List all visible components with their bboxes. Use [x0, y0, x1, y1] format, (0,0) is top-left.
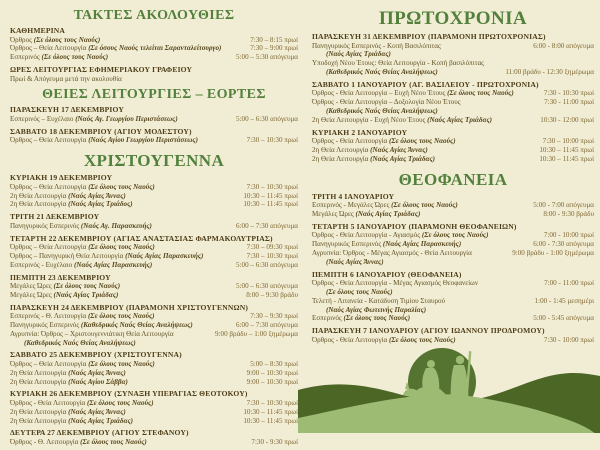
day-block	[10, 303, 298, 348]
service-row	[312, 201, 594, 210]
church-name: (Ναός Αγίας Άννας)	[68, 407, 126, 416]
service-label: 2η Θεία Λειτουργία	[312, 145, 371, 154]
service-time: 7:30 – 10:30 πρωί	[246, 182, 298, 191]
service-label: Πανηγυρικός Εσπερινός	[312, 240, 383, 249]
service-label: Εσπερινός - Θ. Λειτουργία	[10, 312, 88, 321]
service-text	[10, 369, 126, 378]
service-time: 9:00 – 10:30 πρωί	[246, 377, 298, 386]
service-time: 7:30 – 9:00 πρωί	[250, 44, 298, 53]
service-label: Όρθρος – Θεία Λειτουργία	[10, 243, 89, 252]
church-name: (Σε όλους τους Ναούς)	[447, 89, 514, 98]
service-time: 1:00 - 1:45 μεσημέρι	[534, 296, 594, 305]
service-row	[312, 288, 594, 297]
service-row	[10, 339, 298, 348]
service-row	[10, 53, 298, 62]
service-label: Όρθρος – Θεία Λειτουργία	[10, 182, 89, 191]
service-text	[312, 288, 393, 297]
day-header: ΠΕΜΠΤΗ 23 ΔΕΚΕΜΒΡΙΟΥ	[10, 272, 111, 282]
day-block	[312, 222, 594, 267]
service-label: 2η Θεία Λειτουργία - Ευχή Νέου Έτους	[312, 115, 428, 124]
church-name: (Σε όσους Ναούς τελείται Σαρανταλείτουργο)	[88, 44, 222, 53]
service-row	[10, 330, 298, 339]
service-text	[312, 249, 472, 258]
service-text	[312, 50, 391, 59]
church-name: (Ναός Αγίας Άννας)	[370, 145, 428, 154]
service-text	[312, 59, 484, 68]
left-column	[10, 4, 298, 450]
service-label: Όρθρος – Θεία Λειτουργία	[10, 136, 89, 145]
church-name: (Σε όλους τους Ναούς)	[391, 201, 458, 210]
service-label: Εσπερινός - Ευχέλαιο	[10, 260, 74, 269]
service-row	[10, 36, 298, 45]
service-time: 5:00 - 7:00 απόγευμα	[533, 201, 594, 210]
service-time: 7:30 - 11:00 πρωί	[544, 98, 594, 107]
service-text	[312, 258, 384, 267]
day-header: ΣΑΒΒΑΤΟ 18 ΔΕΚΕΜΒΡΙΟΥ (ΑΓΙΟΥ ΜΟΔΕΣΤΟΥ)	[10, 126, 192, 136]
service-time: 10:30 – 11:45 πρωί	[539, 154, 594, 163]
day-header: ΠΕΜΠΤΗ 6 ΙΑΝΟΥΑΡΙΟΥ (ΘΕΟΦΑΝΕΙΑ)	[312, 269, 462, 279]
service-time: 8:00 – 9:30 βράδυ	[246, 290, 298, 299]
service-text	[312, 231, 488, 240]
service-time: 7:30 – 10:00 πρωί	[542, 137, 594, 146]
service-row	[10, 282, 298, 291]
church-name: (Ναός Αγίας Άννας)	[326, 257, 384, 266]
service-row	[312, 155, 594, 164]
service-text	[312, 297, 445, 306]
service-label: Εσπερινός	[312, 314, 344, 323]
service-row	[10, 192, 298, 201]
section-title: ΠΡΩΤΟΧΡΟΝΙΑ	[378, 8, 528, 29]
church-name: (Ναός Αγίας Τριάδας)	[355, 209, 421, 218]
service-time: 10:30 – 11:45 πρωί	[243, 191, 298, 200]
service-row	[312, 89, 594, 98]
service-text	[312, 240, 461, 249]
service-row	[10, 291, 298, 300]
church-name: (Σε όλους τους Ναούς)	[88, 360, 155, 369]
service-label: Όρθρος - Θεία Λειτουργία - Μέγας Αγιασμός Θεοφανείων	[312, 279, 479, 288]
service-text	[10, 339, 136, 348]
day-header: ΚΑΘΗΜΕΡΙΝΑ	[10, 26, 66, 35]
schedule-section	[312, 169, 594, 345]
church-name: (Σε όλους τους Ναούς)	[88, 243, 155, 252]
service-label: Εσπερινός – Ευχέλαιο	[10, 114, 76, 123]
service-text	[10, 222, 152, 231]
service-time: 9:00 βράδυ - 1:00 ξημέρωμα	[512, 248, 594, 257]
service-row	[312, 107, 594, 116]
service-text	[312, 306, 426, 315]
church-name: (Σε όλους τους Ναούς)	[389, 137, 456, 146]
church-name: (Σε όλους τους Ναούς)	[87, 399, 154, 408]
service-row	[312, 231, 594, 240]
service-time: 5:00 – 6:30 απόγευμα	[236, 114, 298, 123]
service-row	[312, 297, 594, 306]
service-time: 5:00 – 6:30 απόγευμα	[236, 260, 298, 269]
service-label: Όρθρος - Θεία Λειτουργία	[312, 335, 389, 344]
service-text	[10, 261, 152, 270]
service-time: 6:00 - 7:30 απόγευμα	[533, 240, 594, 249]
church-name: (Ναός Αγ. Γεωργίου Περιστάσεως)	[75, 114, 178, 123]
service-label: 2η Θεία Λειτουργία	[10, 407, 69, 416]
service-time: 10:30 – 11:45 πρωί	[539, 145, 594, 154]
service-row	[10, 75, 298, 84]
service-text	[10, 252, 203, 261]
day-block	[312, 128, 594, 164]
service-label: Πανηγυρικός Εσπερινός	[10, 221, 81, 230]
service-text	[312, 210, 420, 219]
service-row	[10, 312, 298, 321]
schedule-section	[10, 86, 298, 145]
service-text	[10, 330, 174, 339]
day-block	[10, 212, 298, 230]
service-label: Υποδοχή Νέου Έτους: Θεία Λειτουργία - Κοπή βασιλόπιτας	[312, 59, 484, 68]
church-name: (Σε όλους τους Ναούς)	[343, 314, 411, 323]
church-name: (Σε όλους τους Ναούς)	[389, 335, 456, 344]
service-row	[312, 210, 594, 219]
church-name: (Σε όλους τους Ναούς)	[33, 35, 101, 44]
service-text	[10, 408, 126, 417]
day-block	[312, 270, 594, 324]
church-name: (Σε όλους τους Ναούς)	[53, 282, 121, 291]
service-row	[10, 261, 298, 270]
day-header: ΣΑΒΒΑΤΟ 25 ΔΕΚΕΜΒΡΙΟΥ (ΧΡΙΣΤΟΥΓΕΝΝΑ)	[10, 350, 182, 360]
service-time: 7:30 - 10:00 πρωί	[543, 335, 594, 344]
schedule-section	[312, 7, 594, 164]
service-text	[312, 137, 456, 146]
service-row	[312, 50, 594, 59]
day-block	[10, 127, 298, 145]
service-text	[312, 201, 458, 210]
service-text	[312, 98, 461, 107]
church-name: (Ναός Αγίας Άννας)	[68, 191, 126, 200]
service-row	[10, 44, 298, 53]
service-text	[312, 68, 438, 77]
service-text	[312, 116, 492, 125]
service-row	[10, 378, 298, 387]
service-text	[10, 115, 178, 124]
church-name: (Ναός Αγίας Παρασκευής)	[382, 240, 462, 249]
day-header: ΠΑΡΑΣΚΕΥΗ 31 ΔΕΚΕΜΒΡΙΟΥ (ΠΑΡΑΜΟΝΗ ΠΡΩΤΟΧΡΟΝΙΑΣ)	[312, 32, 546, 41]
day-block	[10, 428, 298, 446]
service-label: Όρθρος – Θεία Λειτουργία	[10, 44, 89, 53]
day-header: ΔΕΥΤΕΡΑ 27 ΔΕΚΕΜΒΡΙΟΥ (ΑΓΙΟΥ ΣΤΕΦΑΝΟΥ)	[10, 428, 189, 438]
church-name: (Ναός Αγίας Τριάδας)	[326, 50, 391, 59]
service-label: Όρθρος – Θεία Λειτουργία	[10, 360, 89, 369]
day-block	[312, 192, 594, 219]
service-label: Τελετή - Λιτανεία - Κατάδυση Τιμίου Σταυρού	[312, 296, 446, 305]
service-row	[10, 200, 298, 209]
church-name: (Σε όλους τους Ναούς)	[326, 287, 393, 296]
service-time: 7:30 – 10:30 πρωί	[246, 399, 298, 408]
service-row	[10, 115, 298, 124]
service-row	[312, 116, 594, 125]
service-time: 7:30 - 10:30 πρωί	[543, 89, 594, 98]
service-time: 5:00 – 5:30 απόγευμα	[236, 53, 298, 62]
day-block	[10, 273, 298, 300]
service-time: 7:30 – 8:15 πρωί	[250, 35, 298, 44]
church-name: (Σε όλους τους Ναούς)	[80, 438, 147, 447]
day-header: ΠΑΡΑΣΚΕΥΗ 17 ΔΕΚΕΜΒΡΙΟΥ	[10, 105, 124, 115]
church-name: (Καθεδρικός Ναός Θείας Αναλήψεως)	[326, 67, 438, 76]
service-time: 11:00 βράδυ - 12:30 ξημέρωμα	[505, 67, 594, 76]
service-row	[10, 399, 298, 408]
service-label: Όρθρος – Πανηγυρική Θεία Λειτουργία	[10, 251, 126, 260]
service-label: Αγρυπνία: Όρθρος – Χριστουγεννιάτικη Θεία Λειτουργία	[10, 329, 174, 338]
service-text	[10, 53, 108, 62]
day-header: ΠΑΡΑΣΚΕΥΗ 7 ΙΑΝΟΥΑΡΙΟΥ (ΑΓΙΟΥ ΙΩΑΝΝΟΥ ΠΡΟΔΡΟΜΟΥ)	[312, 326, 545, 336]
service-text	[10, 200, 133, 209]
service-label: Πρωί & Απόγευμα μετά την ακολουθία	[10, 74, 122, 83]
service-row	[312, 68, 594, 77]
service-label: 2η Θεία Λειτουργία	[10, 377, 69, 386]
service-time: 7:00 - 10:00 πρωί	[543, 231, 594, 240]
church-name: (Ναός Αγίας Τριάδος)	[68, 200, 133, 209]
service-text	[312, 89, 514, 98]
service-time: 9:00 βράδυ – 1:00 ξημέρωμα	[215, 329, 298, 338]
day-block	[312, 80, 594, 125]
day-block	[10, 173, 298, 209]
service-time: 5:00 - 5:45 απόγευμα	[533, 314, 594, 323]
service-text	[10, 378, 128, 387]
day-header: ΚΥΡΙΑΚΗ 19 ΔΕΚΕΜΒΡΙΟΥ	[10, 173, 113, 183]
service-time: 10:30 - 12:00 πρωί	[540, 115, 594, 124]
service-time: 6:00 – 7:30 απόγευμα	[236, 221, 298, 230]
service-time: 10:30 – 11:45 πρωί	[243, 200, 298, 209]
service-row	[312, 146, 594, 155]
service-text	[312, 107, 438, 116]
service-time: 6:00 - 8:00 απόγευμα	[533, 41, 594, 50]
day-header: ΚΥΡΙΑΚΗ 2 ΙΑΝΟΥΑΡΙΟΥ	[312, 127, 408, 137]
day-header: ΩΡΕΣ ΛΕΙΤΟΥΡΓΙΑΣ ΕΦΗΜΕΡΙΑΚΟΥ ΓΡΑΦΕΙΟΥ	[10, 64, 193, 74]
day-block	[10, 389, 298, 425]
service-row	[312, 59, 594, 68]
day-block	[10, 350, 298, 386]
church-name: (Σε όλους τους Ναούς)	[87, 312, 155, 321]
schedule-section	[10, 7, 298, 83]
service-time: 7:30 – 10:30 πρωί	[246, 136, 298, 145]
service-text	[10, 417, 133, 426]
service-row	[10, 438, 298, 447]
church-name: (Σε όλους τους Ναούς)	[41, 53, 109, 62]
service-label: Πανηγυρικός Εσπερινός - Κοπή Βασιλόπιτας	[312, 41, 441, 50]
church-name: (Ναός Αγ. Παρασκευής)	[80, 221, 152, 230]
church-name: (Σε όλους τους Ναούς)	[88, 182, 155, 191]
service-text	[10, 321, 193, 330]
service-label: 2η Θεία Λειτουργία	[312, 154, 371, 163]
service-row	[10, 417, 298, 426]
service-label: Μεγάλες Ώρες	[10, 282, 54, 291]
service-time: 5:00 – 6:30 απόγευμα	[236, 282, 298, 291]
service-label: Όρθρος - Θεία Λειτουργία	[312, 137, 389, 146]
service-text	[312, 146, 428, 155]
service-time: 7:30 – 9:30 πρωί	[250, 312, 298, 321]
service-label: Μεγάλες Ώρες	[10, 290, 54, 299]
service-row	[10, 321, 298, 330]
service-label: 2η Θεία Λειτουργία	[10, 368, 69, 377]
service-label: 2η Θεία Λειτουργία	[10, 191, 69, 200]
day-block	[10, 105, 298, 123]
day-header: ΤΡΙΤΗ 21 ΔΕΚΕΜΒΡΙΟΥ	[10, 212, 100, 222]
section-title: ΤΑΚΤΕΣ ΑΚΟΛΟΥΘΙΕΣ	[73, 8, 235, 23]
service-row	[10, 183, 298, 192]
service-row	[312, 279, 594, 288]
service-text	[10, 399, 154, 408]
service-row	[10, 360, 298, 369]
service-time: 7:00 - 11:00 πρωί	[544, 279, 594, 288]
day-header: ΣΑΒΒΑΤΟ 1 ΙΑΝΟΥΑΡΙΟΥ (ΑΓ. ΒΑΣΙΛΕΙΟΥ - ΠΡΩΤΟΧΡΟΝΙΑ)	[312, 79, 539, 89]
service-time: 7:30 – 09:30 πρωί	[246, 243, 298, 252]
service-row	[10, 408, 298, 417]
service-label: Όρθρος - Θεία Λειτουργία – Δοξολογία Νέου Έτους	[312, 98, 461, 107]
service-text	[10, 360, 155, 369]
service-text	[10, 183, 155, 192]
service-label: Όρθρος - Θεία Λειτουργία – Ευχή Νέου Έτους	[312, 89, 448, 98]
service-row	[312, 98, 594, 107]
service-row	[312, 240, 594, 249]
section-title: ΧΡΙΣΤΟΥΓΕΝΝΑ	[83, 151, 225, 171]
church-name: (Ναός Αγίας Τριάδας)	[53, 290, 119, 299]
service-text	[10, 192, 126, 201]
service-row	[10, 243, 298, 252]
day-header: ΤΕΤΑΡΤΗ 22 ΔΕΚΕΜΒΡΙΟΥ (ΑΓΙΑΣ ΑΝΑΣΤΑΣΙΑΣ ΦΑΡΜΑΚΟΛΥΤΡΙΑΣ)	[10, 233, 273, 243]
church-name: (Καθεδρικός Ναός Θείας Αναλήψεως)	[24, 338, 136, 347]
service-text	[312, 279, 478, 288]
service-time: 6:00 – 7:30 απόγευμα	[236, 321, 298, 330]
service-label: 2η Θεία Λειτουργία	[10, 200, 69, 209]
service-time: 10:30 – 11:45 πρωί	[243, 407, 298, 416]
church-name: (Ναός Αγίας Παρασκευής)	[74, 260, 153, 269]
church-name: (Ναός Αγίας Παρασκευής)	[125, 251, 204, 260]
journey-to-bethlehem-illustration	[298, 335, 600, 433]
service-row	[10, 252, 298, 261]
service-text	[312, 314, 410, 323]
church-name: (Καθεδρικός Ναός Θείας Αναλήψεως)	[326, 106, 438, 115]
day-header: ΤΕΤΑΡΤΗ 5 ΙΑΝΟΥΑΡΙΟΥ (ΠΑΡΑΜΟΝΗ ΘΕΟΦΑΝΕΙΩΝ)	[312, 221, 517, 231]
service-row	[312, 314, 594, 323]
right-column	[312, 4, 594, 347]
service-time: 7:30 – 10:30 πρωί	[246, 251, 298, 260]
service-row	[312, 258, 594, 267]
service-label: Αγρυπνία: Όρθρος - Μέγας Αγιασμός - Θεία Λειτουργία	[312, 248, 472, 257]
service-row	[312, 137, 594, 146]
section-title: ΘΕΙΕΣ ΛΕΙΤΟΥΡΓΙΕΣ – ΕΟΡΤΕΣ	[42, 87, 266, 103]
day-block	[312, 32, 594, 77]
section-title: ΘΕΟΦΑΝΕΙΑ	[398, 169, 508, 189]
service-text	[10, 36, 100, 45]
church-name: (Ναός Αγίου Γεωργίου Περιστάσεως)	[88, 136, 198, 145]
service-text	[10, 312, 155, 321]
day-header: ΠΑΡΑΣΚΕΥΗ 24 ΔΕΚΕΜΒΡΙΟΥ (ΠΑΡΑΜΟΝΗ ΧΡΙΣΤΟΥΓΕΝΝΩΝ)	[10, 302, 249, 312]
service-row	[10, 222, 298, 231]
service-label: Όρθρος	[10, 35, 34, 44]
service-text	[10, 282, 120, 291]
service-label: Όρθρος - Θ. Λειτουργία	[10, 438, 81, 447]
service-text	[10, 438, 147, 447]
schedule-section	[10, 150, 298, 447]
day-block	[10, 234, 298, 270]
service-label: Εσπερινός - Μεγάλες Ώρες	[312, 201, 392, 210]
service-time: 7:30 - 9:30 πρωί	[251, 438, 298, 447]
church-name: (Καθεδρικός Ναός Θείας Αναλήψεως)	[80, 321, 193, 330]
service-time: 5:00 – 8:30 πρωί	[250, 360, 298, 369]
service-text	[10, 243, 155, 252]
service-time: 8:00 - 9:30 βράδυ	[543, 209, 594, 218]
church-name: (Ναός Αγίας Τριάδας)	[68, 416, 133, 425]
day-header: ΤΡΙΤΗ 4 ΙΑΝΟΥΑΡΙΟΥ	[312, 191, 395, 201]
service-row	[312, 306, 594, 315]
church-name: (Ναός Αγίας Άννας)	[68, 368, 126, 377]
service-text	[312, 155, 435, 164]
service-label: 2η Θεία Λειτουργία	[10, 416, 69, 425]
service-text	[312, 42, 441, 51]
service-text	[10, 136, 198, 145]
day-block	[10, 65, 298, 83]
day-block	[10, 26, 298, 62]
service-label: Εσπερινός	[10, 53, 42, 62]
church-name: (Σε όλους τους Ναούς)	[421, 231, 489, 240]
day-header: ΚΥΡΙΑΚΗ 26 ΔΕΚΕΜΒΡΙΟΥ (ΣΥΝΑΞΗ ΥΠΕΡΑΓΙΑΣ ΘΕΟΤΟΚΟΥ)	[10, 389, 248, 399]
service-label: Όρθρος - Θεία Λειτουργία - Αγιασμός	[312, 231, 422, 240]
service-label: Όρθρος - Θεία Λειτουργία	[10, 399, 87, 408]
service-text	[10, 44, 221, 53]
service-label: Πανηγυρικός Εσπερινός	[10, 321, 81, 330]
church-name: (Ναός Αγίας Τριάδας)	[427, 115, 492, 124]
church-name: (Ναός Αγίας Τριάδας)	[370, 154, 435, 163]
service-row	[10, 136, 298, 145]
church-name: (Ναός Αγίου Σάββα)	[68, 377, 128, 386]
service-time: 10:30 – 11:45 πρωί	[243, 416, 298, 425]
service-row	[10, 369, 298, 378]
church-name: (Ναός Αγίας Φωτεινής Παραλίας)	[326, 305, 427, 314]
service-label: Μεγάλες Ώρες	[312, 209, 356, 218]
service-row	[312, 42, 594, 51]
service-row	[312, 249, 594, 258]
service-text	[10, 291, 118, 300]
service-text	[10, 75, 122, 84]
service-time: 9:00 – 10:30 πρωί	[246, 368, 298, 377]
